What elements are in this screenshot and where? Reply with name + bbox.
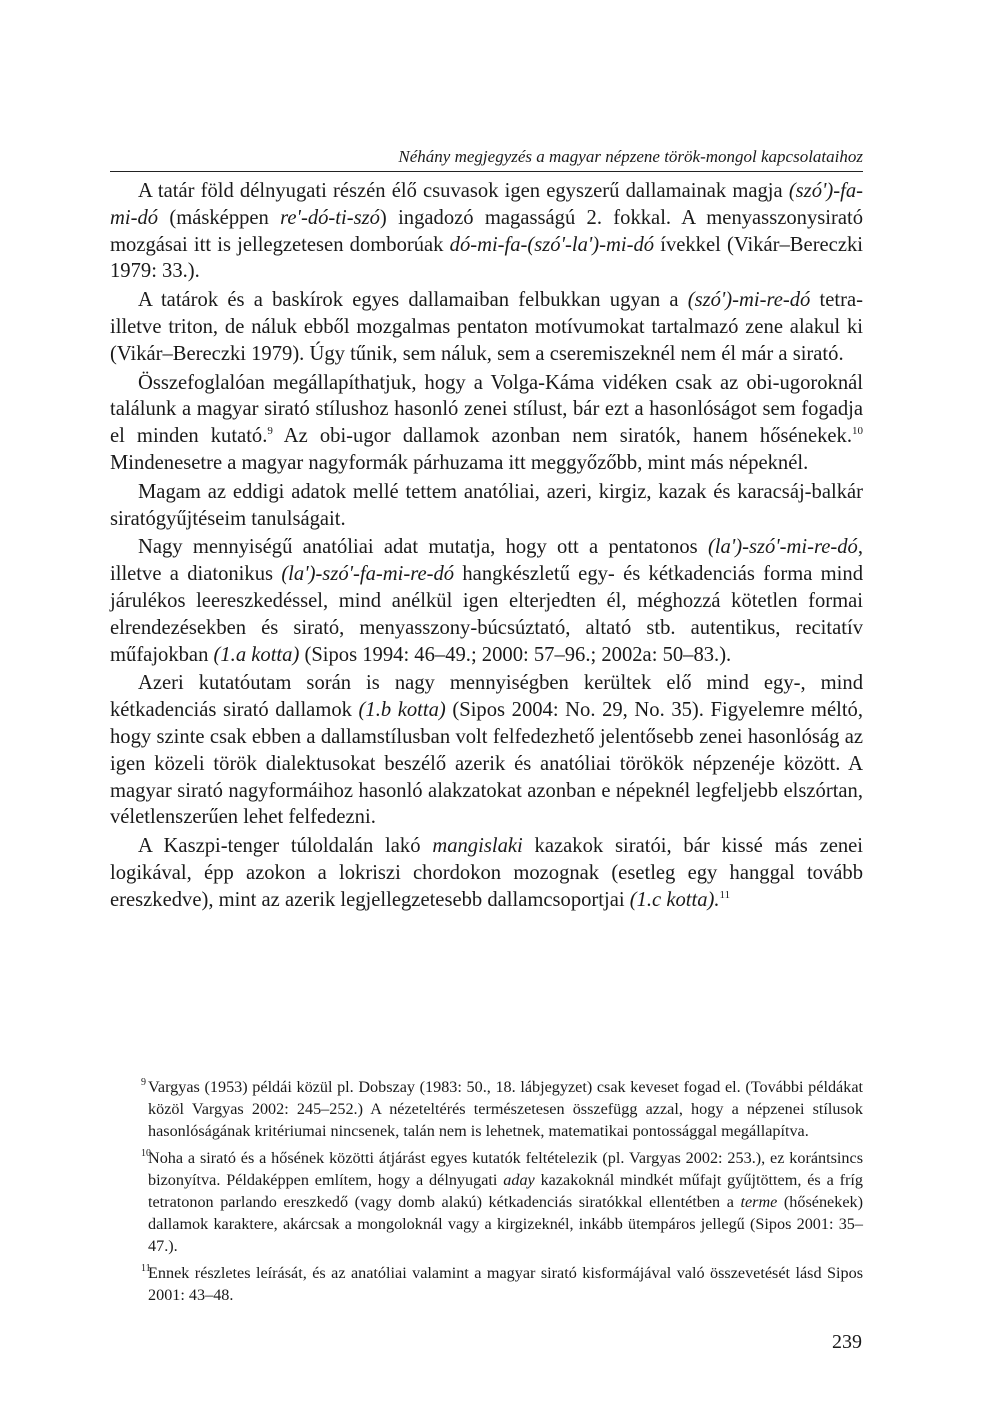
paragraph	[110, 670, 863, 831]
text-run: Vargyas (1953) példái közül pl. Dobszay (1983: 50., 18. lábjegyzet) csak keveset fogad el. (További példákat közöl Vargyas 2002: 245–252.) A nézeteltérés természetesen összefügg azzal, hogy a népzenei stílusok hasonlóságának kritériumai nincsenek, talán nem is lehetnek, matematikai pontossággal megállapítva.	[148, 1078, 863, 1141]
italic-run: re'-dó-ti-szó	[280, 206, 380, 229]
text-run: A tatár föld délnyugati részén élő csuvasok igen egyszerű dallamainak magja	[138, 180, 789, 202]
text-run: (Sipos 2004: No. 29, No. 35). Figyelemre méltó, hogy szinte csak ebben a dallamstílusban volt felfedezhető jelentősebb zenei hasonlóság az igen közeli török dialektusokat beszélő azerik és anatóliai törökök népzenéje között. A magyar sirató nagyformáihoz hasonló alakzatokat azonban e népeknél legfeljebb elszórtan, véletlenszerűen lehet felfedezni.	[110, 699, 863, 829]
italic-run: terme	[740, 1193, 778, 1212]
text-run: Mindenesetre a magyar nagyformák párhuzama itt meggyőzőbb, mint más népeknél.	[110, 451, 809, 474]
text-run: (hősénekek) dallamok karaktere, akárcsak a mongoloknál vagy a kirgizeknél, inkább ütempáros jellegű (Sipos 2001: 35–47.).	[148, 1193, 864, 1256]
italic-run: (la')-szó'-fa-mi-re-dó	[281, 563, 455, 586]
text-run: Összefoglalóan megállapíthatjuk, hogy a Volga-Káma vidéken csak az obi-ugoroknál találunk a magyar sirató stílushoz hasonló zenei stílust, bár ezt a hasonlóságot sem fogadja el minden kutató.	[110, 371, 863, 448]
text-run: ) ingadozó magasságú 2. fokkal. A menyasszonysirató mozgásai itt is jellegzetesen domborúak	[110, 206, 863, 256]
footnote-number: 10	[141, 1147, 151, 1159]
text-run: A tatárok és a baskírok egyes dallamaiban felbukkan ugyan a	[138, 289, 688, 312]
text-run: Az obi-ugor dallamok azonban nem siratók, hanem hősénekek.	[272, 425, 852, 448]
italic-run: (szó')-fa-mi-dó	[110, 180, 863, 229]
footnote-number: 11	[141, 1262, 151, 1274]
running-head: Néhány megjegyzés a magyar népzene török-mongol kapcsolataihoz	[110, 146, 863, 172]
text-run: (Sipos 1994: 46–49.; 2000: 57–96.; 2002a: 50–83.).	[299, 643, 732, 666]
page-number: 239	[832, 1331, 862, 1353]
italic-run: (szó')-mi-re-dó	[687, 289, 811, 312]
footnote-ref: 9	[267, 425, 273, 438]
paragraph	[110, 370, 863, 477]
text-run: kazakoknál mindkét műfajt gyűjtöttem, és a fríg tetratonon parlando ereszkedő (vagy domb alakú) kétkadenciás siratókkal ellentétben a	[148, 1170, 863, 1212]
text-run: , illetve a diatonikus	[110, 536, 863, 586]
text-run: Noha a sirató és a hősének közötti átjárást egyes kutatók feltételezik (pl. Vargyas 2002: 253.), ez korántsincs bizonyítva. Példaképpen említem, hogy a délnyugati	[148, 1148, 863, 1189]
footnote-text	[138, 1076, 863, 1143]
italic-run: (1.a kotta)	[213, 643, 300, 666]
footnote-ref: 11	[719, 888, 731, 901]
footnote-text	[138, 1262, 863, 1306]
paragraph	[110, 287, 863, 367]
paragraph	[110, 178, 863, 285]
text-run: ívekkel (Vikár–Bereczki 1979: 33.).	[110, 233, 863, 283]
paragraph	[110, 479, 863, 533]
text-run: hangkészletű egy- és kétkadenciás forma mind járulékos leereszkedéssel, mind anélkül igen elterjedten él, méghozzá kötetlen formai elrendezésekben és sirató, menyasszony-búcsúztató, altató stb. autentikus, recitatív műfajokban	[110, 563, 863, 666]
footnote-ref: 10	[852, 425, 863, 438]
footnote-text	[138, 1147, 863, 1258]
footnote-number: 9	[141, 1077, 146, 1088]
text-run: Magam az eddigi adatok mellé tettem anatóliai, azeri, kirgiz, kazak és karacsáj-balkár siratógyűjtéseim tanulságait.	[110, 480, 863, 530]
italic-run: mangislaki	[432, 835, 523, 858]
italic-run: (1.c kotta).	[629, 888, 720, 911]
body-text	[110, 178, 863, 916]
footnote	[110, 1262, 863, 1306]
italic-run: (la')-szó'-mi-re-dó	[707, 536, 858, 559]
italic-run: (1.b kotta)	[358, 699, 446, 722]
text-run: tetra- illetve triton, de náluk ebből mozgalmas pentaton motívumokat tartalmazó zene alakul ki (Vikár–Bereczki 1979). Úgy tűnik, sem náluk, sem a cseremiszeknél nem él már a sirató.	[110, 289, 863, 365]
text-run: (másképpen	[158, 206, 281, 229]
italic-run: aday	[503, 1170, 535, 1189]
paragraph	[110, 534, 863, 668]
footnotes	[110, 1076, 863, 1310]
text-run: Azeri kutatóutam során is nagy mennyiségben kerültek elő mind egy-, mind kétkadenciás sirató dallamok	[110, 672, 863, 722]
text-run: Nagy mennyiségű anatóliai adat mutatja, hogy ott a pentatonos	[138, 536, 708, 559]
italic-run: dó-mi-fa-(szó'-la')-mi-dó	[449, 233, 655, 256]
text-run: kazakok siratói, bár kissé más zenei logikával, épp azokon a lokriszi chordokon mozognak (esetleg egy hanggal tovább ereszkedve), mint az azerik legjellegzetesebb dallamcsoportjai	[110, 835, 864, 911]
footnote	[110, 1076, 863, 1143]
text-run: Ennek részletes leírását, és az anatóliai valamint a magyar sirató kisformájával való összevetését lásd Sipos 2001: 43–48.	[148, 1263, 863, 1304]
paragraph	[110, 833, 863, 913]
text-run: A Kaszpi-tenger túloldalán lakó	[138, 835, 433, 858]
footnote	[110, 1147, 863, 1258]
